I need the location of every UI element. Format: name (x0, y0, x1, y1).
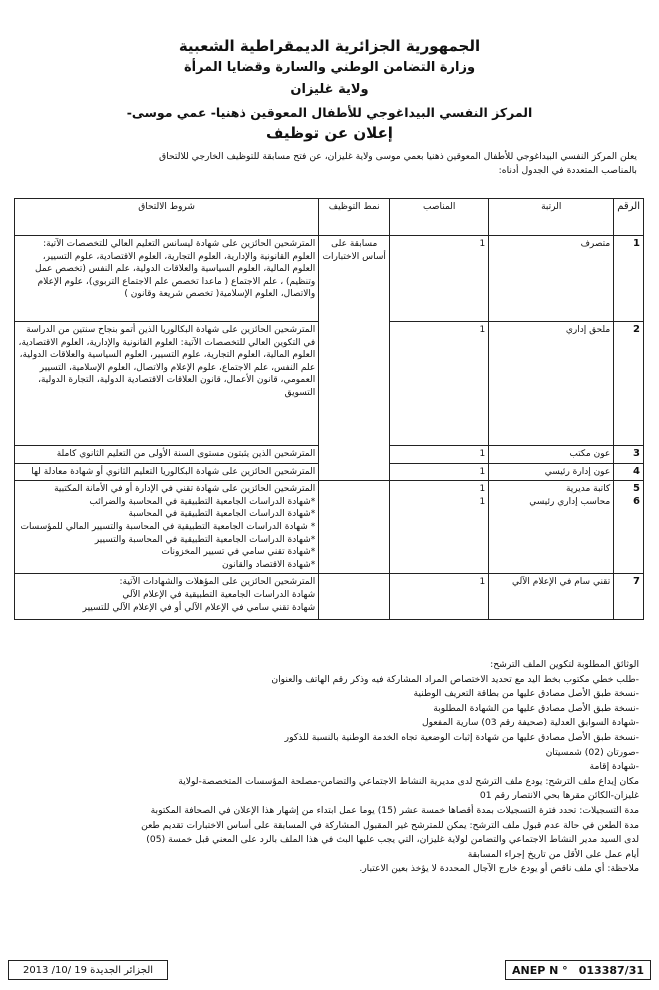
condition-line: *شهادة الاقتصاد والقانون (221, 559, 316, 570)
recruitment-mode: مسابقة على أساس الاختبارات (319, 236, 390, 481)
header-num: الرقم (614, 199, 644, 236)
row-conditions: المترشحين الحائزين على شهادة ليسانس التعليم العالي للتخصصات الآتية: العلوم القانونية والإدارية، العلوم التجارية، العلوم الاقتصادية، علوم التسيير، العلوم المالية، العلوم السياسية والعلاقات الدولية، علم النفس (تخصص عمل وتنظيم) ، علم الاجتماع ( ماعدا تخصص علم الاجتماع التربوي)، علوم الإعلام والاتصال، العلوم الإسلامية( تخصص شريعة وقانون ) (15, 236, 319, 322)
condition-line: *شهادة الدراسات الجامعية التطبيقية في المحاسبة والتسيير (94, 534, 316, 545)
row-rank: متصرف (489, 236, 614, 322)
row-rank-5: كاتبة مديرية (565, 484, 611, 495)
row-posts: 1 (390, 463, 489, 481)
doc-line: -نسخة طبق الأصل مصادق عليها من شهادة إثبات الوضعية تجاه الخدمة الوطنية بالنسبة للذكور (284, 731, 639, 743)
intro-line-2: بالمناصب المتعددة في الجدول أدناه: (498, 165, 637, 176)
doc-line: غليزان-الكائن مقرها بحي الانتصار رقم 01 (479, 790, 639, 802)
row-posts-5: 1 (479, 484, 486, 495)
condition-line: *شهادة الدراسات الجامعية التطبيقية في المحاسبة والضرائب (89, 496, 316, 507)
center-name: المركز النفسي البيداغوجي للأطفال المعوقين ذهنيا- عمي موسى- (126, 105, 533, 120)
doc-line: -صورتان (02) شمسيتان (545, 746, 639, 758)
row-posts (390, 481, 489, 574)
row-conditions (15, 481, 319, 574)
doc-line: مدة التسجيلات: تحدد فترة التسجيلات بمدة أقصاها خمسة عشر (15) يوما عمل ابتداء من إشهار هذا الإعلان في الصحافة المكتوبة (150, 804, 639, 816)
row-num-6: 6 (633, 495, 640, 507)
ministry-name: وزارة التضامن الوطني والسارة وقضايا المرأة (183, 60, 476, 75)
doc-line: أيام عمل على الأقل من تاريخ إجراء المسابقة (467, 848, 639, 860)
row-rank-6: محاسب إداري رئيسي (529, 496, 611, 507)
row-conditions (15, 574, 319, 620)
header-conditions: شروط الالتحاق (15, 199, 319, 236)
row-rank: عون مكتب (489, 446, 614, 464)
recruitment-mode-empty (319, 481, 390, 574)
wilaya-name: ولاية غليزان (290, 82, 369, 97)
required-documents (22, 658, 639, 877)
row-posts-6: 1 (479, 496, 486, 507)
doc-line: -طلب خطي مكتوب بخط اليد مع تحديد الاختصاص المراد المشاركة فيه وذكر رقم الهاتف والعنوان (271, 673, 639, 685)
intro-line-1: يعلن المركز النفسي البيداغوجي للأطفال المعوقين ذهنيا بعمي موسى ولاية غليزان، عن فتح مسابقة للتوظيف الخارجي للالتحاق (159, 151, 637, 162)
table-row (15, 236, 644, 322)
row-rank: عون إدارة رئيسي (489, 463, 614, 481)
header-mode: نمط التوظيف (319, 199, 390, 236)
table-row (15, 574, 644, 620)
anep-label: ANEP N ° (512, 963, 568, 977)
row-num (614, 481, 644, 574)
anep-box (505, 960, 651, 980)
doc-line: مكان إيداع ملف الترشح: يودع ملف الترشح لدى مديرية النشاط الاجتماعي والتضامن-مصلحة المؤسسات المتخصصة-لولاية (178, 775, 639, 787)
condition-line: *شهادة الدراسات الجامعية التطبيقية في المحاسبة (128, 509, 316, 520)
table-header-row (15, 199, 644, 236)
anep-number: 013387/31 (578, 963, 644, 977)
doc-line: -نسخة طبق الأصل مصادق عليها من بطاقة التعريف الوطنية (413, 688, 639, 700)
intro-paragraph (24, 150, 637, 178)
positions-table (14, 198, 644, 620)
table-row (15, 481, 644, 574)
row-posts: 1 (390, 446, 489, 464)
announcement-title: إعلان عن توظيف (266, 124, 393, 142)
doc-line: ملاحظة: أي ملف ناقص أو يودع خارج الآجال المحددة لا يؤخذ بعين الاعتبار. (359, 863, 639, 875)
newspaper-box: الجزائر الجديدة 19 /10/ 2013 (8, 960, 168, 980)
row-rank (489, 481, 614, 574)
condition-line: شهادة الدراسات الجامعية التطبيقية في الإعلام الآلي (122, 589, 316, 600)
row-posts: 1 (390, 574, 489, 620)
row-num: 3 (614, 446, 644, 464)
row-num: 2 (614, 322, 644, 446)
row-num: 7 (614, 574, 644, 620)
condition-line: * شهادة الدراسات الجامعية التطبيقية في المحاسبة والتسيير المالي للمؤسسات (20, 521, 316, 532)
condition-line: المترشحين الحائزين على شهادة تقني في الإدارة أو في الأمانة المكتبية (54, 484, 316, 495)
row-conditions: المترشحين الذين يثبتون مستوى السنة الأولى من التعليم الثانوي كاملة (15, 446, 319, 464)
republic-name: الجمهورية الجزائرية الديمقراطية الشعبية (178, 37, 481, 55)
doc-line: الوثائق المطلوبة لتكوين الملف الترشح: (490, 659, 639, 670)
footer (4, 960, 655, 984)
row-posts: 1 (390, 322, 489, 446)
row-posts: 1 (390, 236, 489, 322)
doc-line: -نسخة طبق الأصل مصادق عليها من الشهادة المطلوبة (433, 702, 639, 714)
row-num-5: 5 (633, 483, 640, 495)
doc-line: -شهادة إقامة (589, 761, 639, 773)
condition-line: *شهادة تقني سامي في تسيير المخزونات (161, 547, 316, 558)
doc-line: مدة الطعن في حالة عدم قبول ملف الترشح: يمكن للمترشح غير المقبول المشاركة في المسابقة على أساس الاختبارات تقديم طعن (141, 819, 639, 831)
condition-line: شهادة تقني سامي في الإعلام الآلي أو في الإعلام الآلي للتسيير (82, 602, 316, 613)
row-rank: تقني سام في الإعلام الآلي (489, 574, 614, 620)
row-num: 1 (614, 236, 644, 322)
row-conditions: المترشحين الحائزين على شهادة البكالوريا التعليم الثانوي أو شهادة معادلة لها (15, 463, 319, 481)
recruitment-mode-empty (319, 574, 390, 620)
doc-line: لدى السيد مدير النشاط الاجتماعي والتضامن لولاية غليزان، التي يجب عليها البث في هذا الملف بالرد على المعني قبل خمسة (05) (146, 834, 639, 846)
header-rank: الرتبة (489, 199, 614, 236)
doc-line: -شهادة السوابق العدلية (صحيفة رقم 03) سارية المفعول (421, 717, 639, 729)
condition-line: المترشحين الحائزين على المؤهلات والشهادات الآتية: (119, 577, 316, 588)
row-rank: ملحق إداري (489, 322, 614, 446)
row-num: 4 (614, 463, 644, 481)
header-posts: المناصب (390, 199, 489, 236)
row-conditions: المترشحين الحائزين على شهادة البكالوريا الذين أتمو بنجاح سنتين من الدراسة في التكوين العالي للتخصصات الآتية: العلوم القانونية والإدارية، العلوم الاقتصادية، العلوم المالية، العلوم التجارية، علوم التسيير، العلوم السياسية والعلاقات الدولية، علم النفس، علم الاجتماع، علوم الإعلام والاتصال، العلوم الإسلامية، التسيير العمومي، قانون الأعمال، قانون العلاقات الاقتصادية الدولية، التجارة الدولية، التسويق (15, 322, 319, 446)
